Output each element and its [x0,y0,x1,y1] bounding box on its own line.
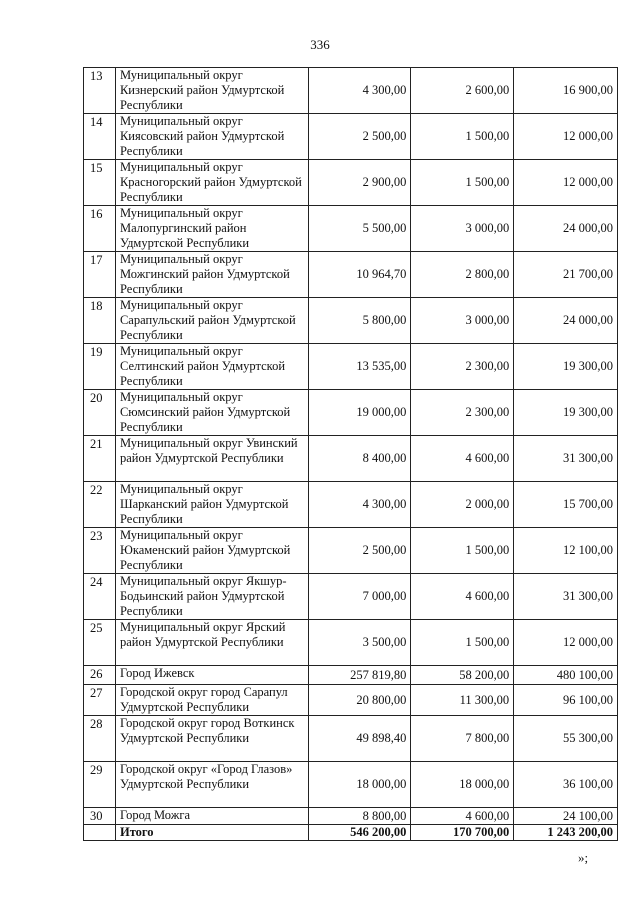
row-value-2: 2 600,00 [411,68,514,114]
row-value-2: 11 300,00 [411,685,514,716]
row-name: Муниципальный округ Киясовский район Удмуртской Республики [115,114,308,160]
row-name: Город Ижевск [115,666,308,685]
row-value-3: 31 300,00 [514,574,618,620]
row-value-1: 4 300,00 [308,68,411,114]
row-name: Муниципальный округ Селтинский район Удмуртской Республики [115,344,308,390]
row-number: 25 [84,620,116,666]
row-value-1: 20 800,00 [308,685,411,716]
row-value-1: 49 898,40 [308,716,411,762]
row-number: 24 [84,574,116,620]
table-row [84,298,618,344]
row-value-1: 10 964,70 [308,252,411,298]
row-value-1: 5 800,00 [308,298,411,344]
row-number: 16 [84,206,116,252]
row-value-1: 2 500,00 [308,528,411,574]
table-body [84,68,618,825]
row-value-1: 8 800,00 [308,808,411,825]
row-name: Муниципальный округ Увинский район Удмуртской Республики [115,436,308,482]
row-number: 13 [84,68,116,114]
row-value-2: 4 600,00 [411,436,514,482]
row-value-3: 96 100,00 [514,685,618,716]
closing-quote-mark: »; [578,850,589,865]
row-value-2: 58 200,00 [411,666,514,685]
row-name: Муниципальный округ Сарапульский район Удмуртской Республики [115,298,308,344]
row-value-1: 2 500,00 [308,114,411,160]
total-num-cell [84,825,116,841]
row-value-3: 16 900,00 [514,68,618,114]
table-row [84,528,618,574]
table-row [84,620,618,666]
row-number: 15 [84,160,116,206]
row-value-3: 480 100,00 [514,666,618,685]
row-name: Муниципальный округ Красногорский район Удмуртской Республики [115,160,308,206]
row-name: Муниципальный округ Якшур-Бодьинский район Удмуртской Республики [115,574,308,620]
row-value-1: 13 535,00 [308,344,411,390]
row-value-1: 5 500,00 [308,206,411,252]
total-row [84,825,618,841]
row-value-3: 12 100,00 [514,528,618,574]
row-name: Муниципальный округ Кизнерский район Удмуртской Республики [115,68,308,114]
row-name: Муниципальный округ Юкаменский район Удмуртской Республики [115,528,308,574]
row-value-1: 2 900,00 [308,160,411,206]
row-value-3: 24 000,00 [514,206,618,252]
row-number: 17 [84,252,116,298]
table-row [84,344,618,390]
row-value-3: 12 000,00 [514,160,618,206]
table-row [84,762,618,808]
row-value-1: 3 500,00 [308,620,411,666]
row-value-3: 31 300,00 [514,436,618,482]
row-name: Муниципальный округ Ярский район Удмуртской Республики [115,620,308,666]
row-value-2: 1 500,00 [411,620,514,666]
row-value-2: 7 800,00 [411,716,514,762]
table-row [84,574,618,620]
table-row [84,482,618,528]
table-row [84,68,618,114]
row-name: Городской округ город Воткинск Удмуртской Республики [115,716,308,762]
row-name: Городской округ город Сарапул Удмуртской Республики [115,685,308,716]
row-value-1: 8 400,00 [308,436,411,482]
row-number: 21 [84,436,116,482]
row-value-3: 55 300,00 [514,716,618,762]
total-label: Итого [115,825,308,841]
row-value-2: 3 000,00 [411,298,514,344]
row-number: 26 [84,666,116,685]
row-value-1: 4 300,00 [308,482,411,528]
row-value-2: 3 000,00 [411,206,514,252]
row-value-3: 36 100,00 [514,762,618,808]
row-name: Муниципальный округ Малопургинский район Удмуртской Республики [115,206,308,252]
table-row [84,206,618,252]
row-number: 18 [84,298,116,344]
row-number: 14 [84,114,116,160]
row-value-3: 24 100,00 [514,808,618,825]
row-value-1: 7 000,00 [308,574,411,620]
row-value-2: 4 600,00 [411,574,514,620]
row-name: Муниципальный округ Шарканский район Удмуртской Республики [115,482,308,528]
row-value-2: 2 800,00 [411,252,514,298]
table-row [84,685,618,716]
row-value-3: 24 000,00 [514,298,618,344]
row-value-3: 12 000,00 [514,114,618,160]
row-value-2: 1 500,00 [411,528,514,574]
row-number: 30 [84,808,116,825]
table-row [84,716,618,762]
table-row [84,160,618,206]
row-number: 20 [84,390,116,436]
total-value-1: 546 200,00 [308,825,411,841]
row-value-2: 2 300,00 [411,344,514,390]
row-name: Муниципальный округ Сюмсинский район Удмуртской Республики [115,390,308,436]
row-value-2: 4 600,00 [411,808,514,825]
budget-table [83,67,618,841]
row-number: 28 [84,716,116,762]
row-value-2: 2 000,00 [411,482,514,528]
table-row [84,252,618,298]
row-value-1: 19 000,00 [308,390,411,436]
total-value-2: 170 700,00 [411,825,514,841]
row-value-3: 21 700,00 [514,252,618,298]
row-number: 23 [84,528,116,574]
page-number: 336 [310,37,330,52]
row-value-3: 19 300,00 [514,390,618,436]
row-number: 27 [84,685,116,716]
row-name: Муниципальный округ Можгинский район Удмуртской Республики [115,252,308,298]
row-value-2: 1 500,00 [411,160,514,206]
row-name: Городской округ «Город Глазов» Удмуртской Республики [115,762,308,808]
table-row [84,666,618,685]
row-value-3: 12 000,00 [514,620,618,666]
table-row [84,808,618,825]
table-row [84,114,618,160]
row-value-2: 18 000,00 [411,762,514,808]
row-value-3: 15 700,00 [514,482,618,528]
row-value-2: 1 500,00 [411,114,514,160]
row-value-2: 2 300,00 [411,390,514,436]
table-row [84,436,618,482]
row-number: 29 [84,762,116,808]
row-number: 22 [84,482,116,528]
table-row [84,390,618,436]
total-value-3: 1 243 200,00 [514,825,618,841]
row-name: Город Можга [115,808,308,825]
row-value-1: 18 000,00 [308,762,411,808]
row-value-3: 19 300,00 [514,344,618,390]
row-number: 19 [84,344,116,390]
row-value-1: 257 819,80 [308,666,411,685]
